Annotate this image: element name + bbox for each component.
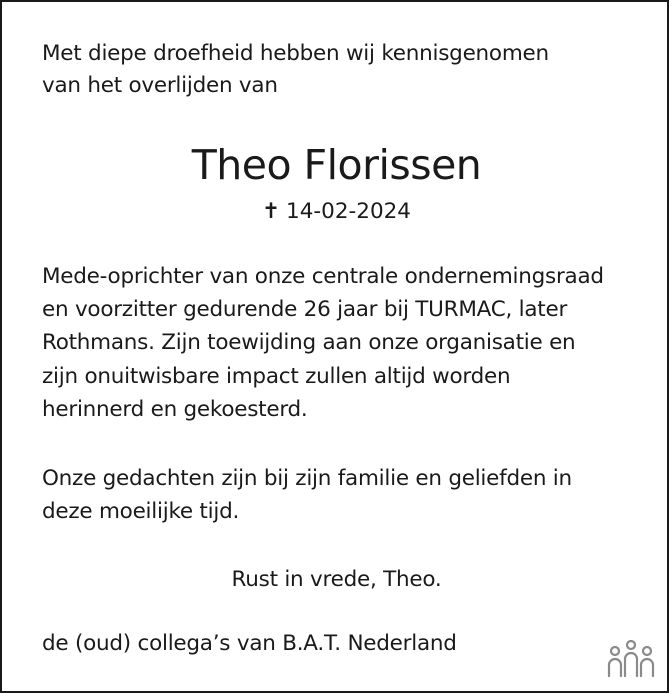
thoughts-line-2: deze moeilijke tijd.: [42, 499, 240, 524]
death-date: 14-02-2024: [286, 199, 411, 224]
intro-line-1: Met diepe droefheid hebben wij kennisgenomen: [42, 41, 549, 66]
intro-line-2: van het overlijden van: [42, 73, 278, 98]
farewell-line: Rust in vrede, Theo.: [231, 567, 442, 592]
signature-line: de (oud) collega’s van B.A.T. Nederland: [42, 631, 457, 656]
tribute-line-5: herinnerd en gekoesterd.: [42, 397, 308, 422]
tribute-line-1: Mede-oprichter van onze centrale ondernemingsraad: [42, 264, 604, 289]
death-date-line: [2, 196, 669, 228]
tribute-line-4: zijn onuitwisbare impact zullen altijd worden: [42, 364, 511, 389]
tribute-line-3: Rothmans. Zijn toewijding aan onze organisatie en: [42, 330, 576, 355]
deceased-name: Theo Florissen: [191, 141, 482, 189]
people-group-icon: [607, 639, 655, 679]
tribute-line-2: en voorzitter gedurende 26 jaar bij TURMAC, later: [42, 297, 568, 322]
thoughts-line-1: Onze gedachten zijn bij zijn familie en geliefden in: [42, 466, 572, 491]
cross-icon: ✝: [262, 199, 281, 224]
